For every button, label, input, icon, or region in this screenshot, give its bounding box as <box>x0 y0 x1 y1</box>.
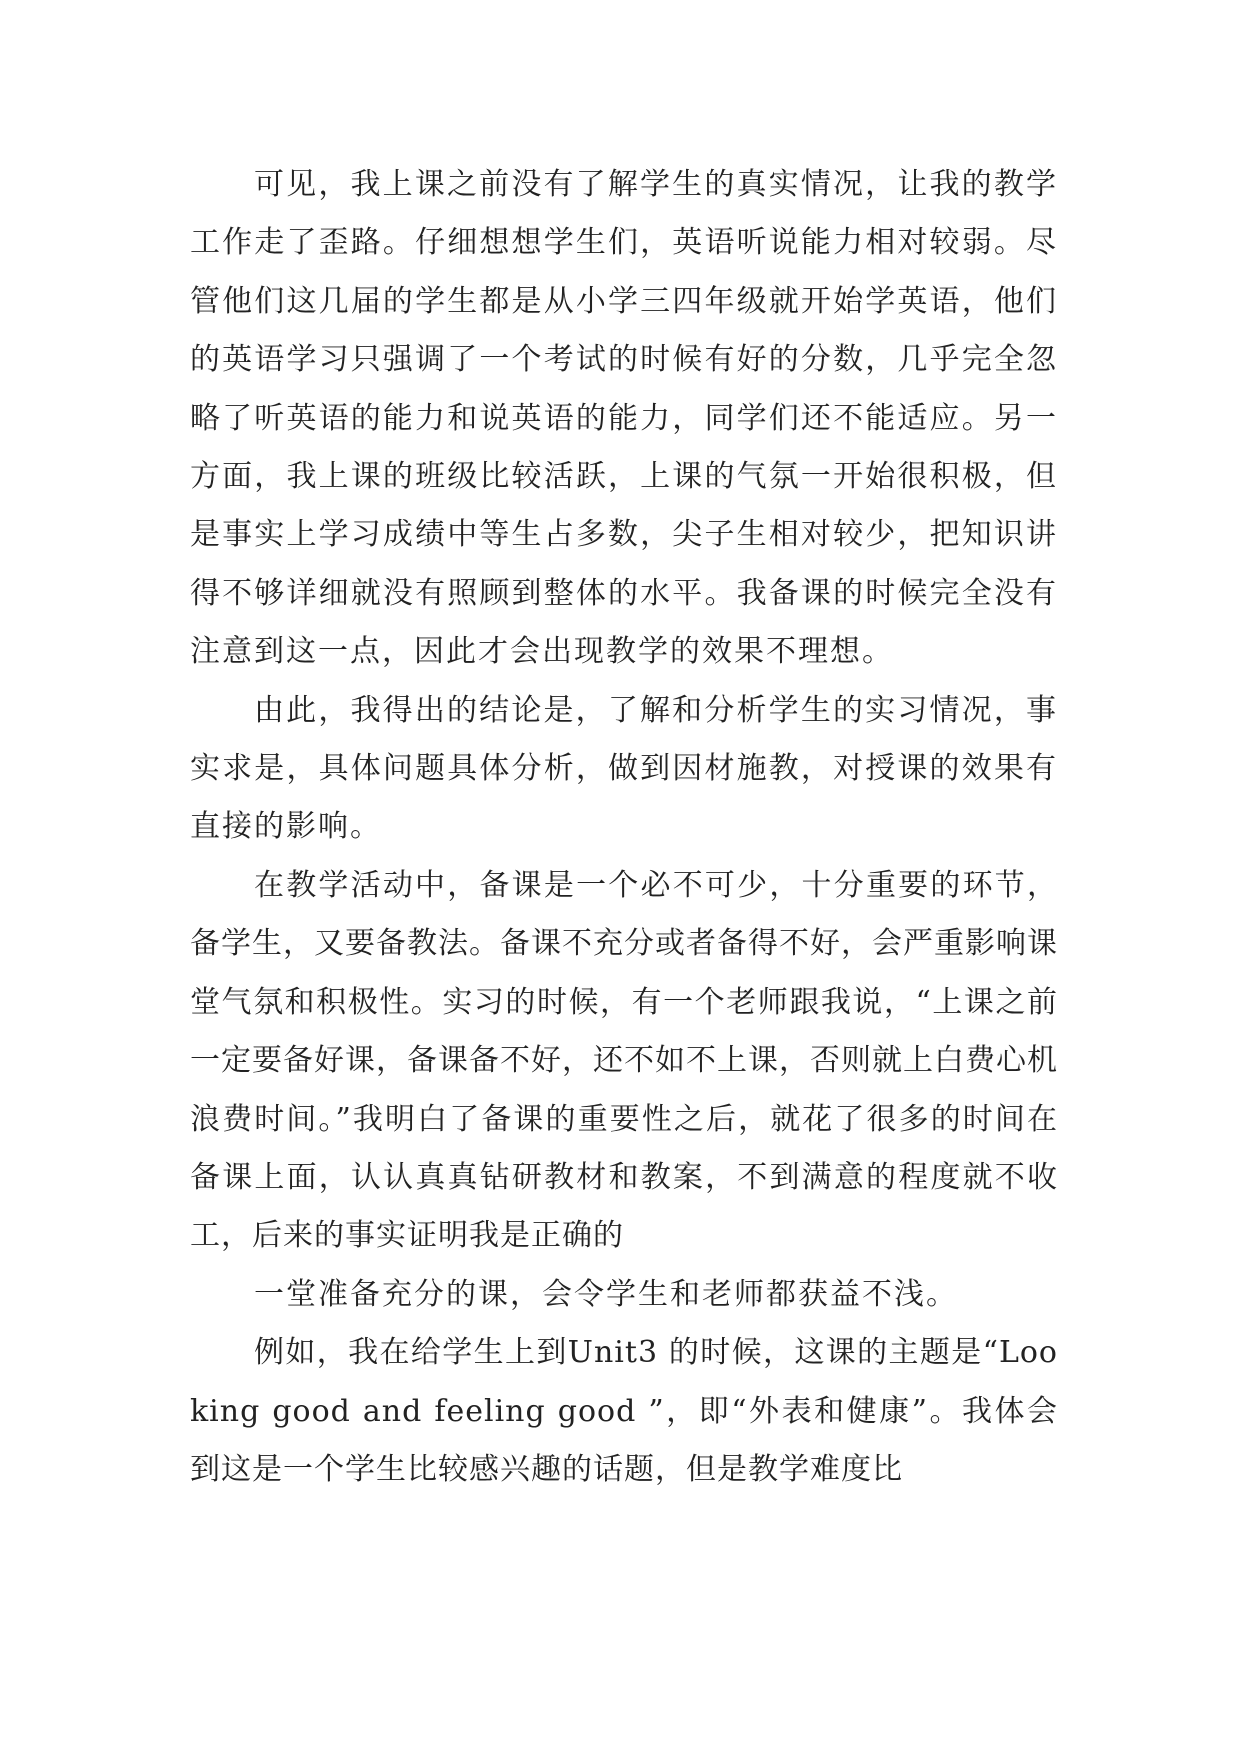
paragraph-lesson-reflection: 可见，我上课之前没有了解学生的真实情况，让我的教学工作走了歪路。仔细想想学生们，英语听说能力相对较弱。尽管他们这几届的学生都是从小学三四年级就开始学英语，他们的英语学习只强调了一个考试的时候有好的分数，几乎完全忽略了听英语的能力和说英语的能力，同学们还不能适应。另一方面，我上课的班级比较活跃，上课的气氛一开始很积极，但是事实上学习成绩中等生占多数，尖子生相对较少，把知识讲得不够详细就没有照顾到整体的水平。我备课的时候完全没有注意到这一点，因此才会出现教学的效果不理想。 <box>190 167 1058 670</box>
paragraph-prepared-lesson: 一堂准备充分的课，会令学生和老师都获益不浅。 <box>254 1276 958 1312</box>
paragraph-lesson-preparation: 在教学活动中，备课是一个必不可少，十分重要的环节，备学生，又要备教法。备课不充分或者备得不好，会严重影响课堂气氛和积极性。实习的时候，有一个老师跟我说，“上课之前一定要备好课，备课备不好，还不如不上课，否则就上白费心机浪费时间。”我明白了备课的重要性之后，就花了很多的时间在备课上面，认认真真钻研教材和教案，不到满意的程度就不收工，后来的事实证明我是正确的 <box>190 867 1058 1254</box>
paragraph-unit3-example: 例如，我在给学生上到Unit3 的时候，这课的主题是“Looking good and feeling good ”，即“外表和健康”。我体会到这是一个学生比较感兴趣的话题，但是教学难度比 <box>190 1335 1058 1487</box>
paragraph-conclusion: 由此，我得出的结论是，了解和分析学生的实习情况，事实求是，具体问题具体分析，做到因材施教，对授课的效果有直接的影响。 <box>190 692 1058 845</box>
document-body <box>190 156 1058 1499</box>
